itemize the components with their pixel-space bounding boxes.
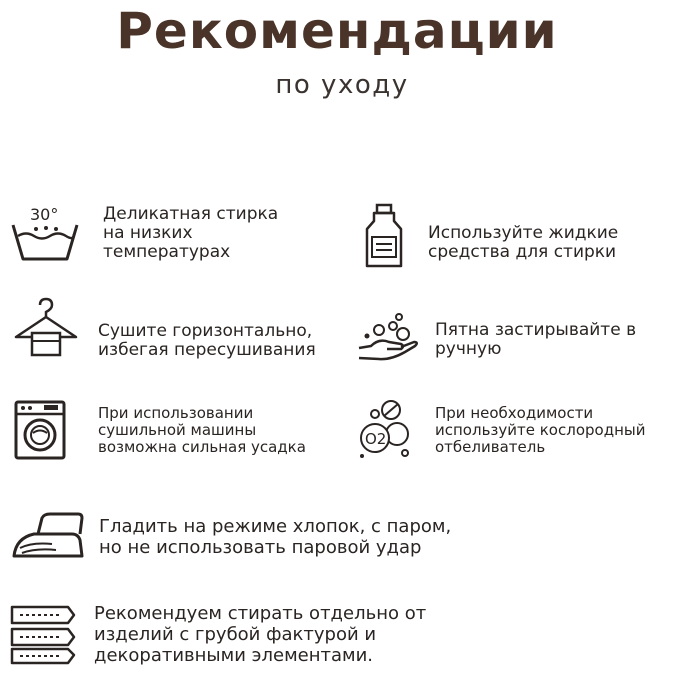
- oxygen-bleach-icon: [357, 398, 415, 460]
- washbasin-30-icon: [10, 203, 80, 263]
- zipper-garments-icon: [10, 603, 76, 665]
- washing-machine-icon: [14, 400, 66, 460]
- hand-wash-stain-icon: [357, 312, 419, 364]
- item-text-dry-flat: Сушите горизонтально, избегая пересушивания: [98, 321, 316, 360]
- item-text-delicate-wash: Деликатная стирка на низких температурах: [103, 204, 279, 262]
- item-text-ironing: Гладить на режиме хлопок, с паром, но не использовать паровой удар: [99, 516, 452, 558]
- o2-label: O2: [365, 430, 387, 448]
- page-title: Рекомендации: [116, 2, 558, 60]
- iron-icon: [12, 512, 84, 560]
- item-text-dryer-shrink: При использовании сушильной машины возможна сильная усадка: [98, 404, 306, 456]
- page-subtitle: по уходу: [275, 70, 409, 100]
- item-text-stain-hand-wash: Пятна застирывайте в ручную: [435, 320, 637, 359]
- hanger-dry-flat-icon: [12, 295, 80, 361]
- temperature-label: 30°: [30, 205, 59, 224]
- item-text-wash-separately: Рекомендуем стирать отдельно от изделий с грубой фактурой и декоративными элементами.: [94, 603, 427, 666]
- detergent-bottle-icon: [364, 203, 404, 269]
- item-text-oxygen-bleach: При необходимости используйте кослородный отбеливатель: [435, 404, 646, 456]
- item-text-liquid-detergent: Используйте жидкие средства для стирки: [428, 223, 619, 262]
